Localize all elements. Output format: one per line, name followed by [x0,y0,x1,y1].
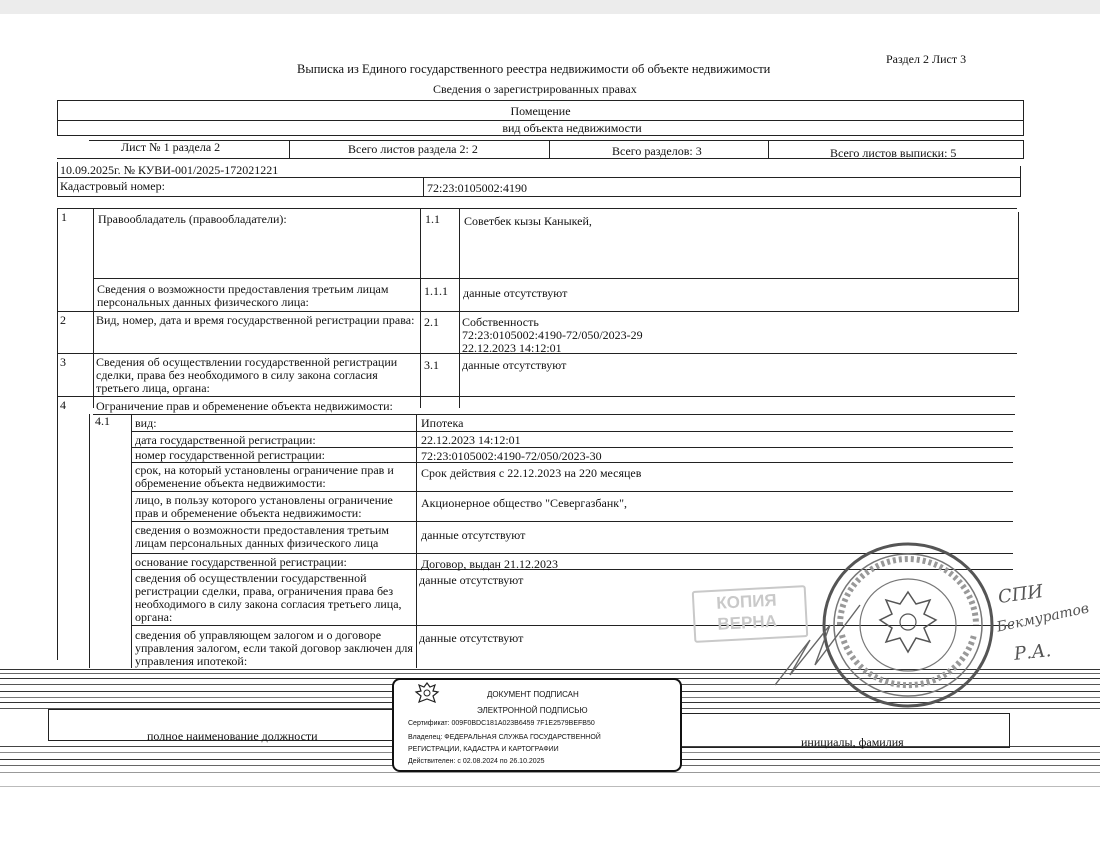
object-kind-label: вид объекта недвижимости [502,121,642,135]
total-sheets-section: Всего листов раздела 2: 2 [348,142,478,156]
enc-basis-label: основание государственной регистрации: [135,555,347,569]
right-reg-number: 72:23:0105002:4190-72/050/2023-29 [462,328,643,342]
enc-personal-data-label: сведения о возможности предоставления третьим лицам персональных данных физического лица [135,523,390,550]
enc-term-value: Срок действия с 22.12.2023 на 220 месяцев [421,466,642,480]
enc-manager-value: данные отсутствуют [419,631,524,645]
document-title: Выписка из Единого государственного реестра недвижимости об объекте недвижимости [297,62,771,76]
esign-certificate: Сертификат: 009F0BDC181A023B6459 7F1E2579BEFB50 [408,720,595,727]
row1-number: 1 [61,210,67,224]
enc-term-label: срок, на который установлены ограничение прав и обременение объекта недвижимости: [135,463,394,490]
scan-top-band [0,0,1100,14]
row1-sub: 1.1 [425,212,440,226]
esign-title-1: ДОКУМЕНТ ПОДПИСАН [487,690,579,699]
esign-owner-1: Владелец: ФЕДЕРАЛЬНАЯ СЛУЖБА ГОСУДАРСТВЕННОЙ [408,734,601,741]
row2-sub: 2.1 [424,315,439,329]
enc-consent-label: сведения об осуществлении государственной регистрации сделки, права, ограничения права без необходимого в силу закона согласия третьего лица, органа: [135,571,402,624]
enc-consent-value: данные отсутствуют [419,573,524,587]
object-name: Помещение [510,104,571,118]
row1-extra-label: Сведения о возможности предоставления третьим лицам персональных данных физического лица: [97,282,389,309]
total-sections: Всего разделов: 3 [612,144,702,158]
esign-validity: Действителен: с 02.08.2024 по 26.10.2025 [408,758,545,765]
enc-type-value: Ипотека [421,416,464,430]
enc-type-label: вид: [135,416,157,430]
row1-extra-value: данные отсутствуют [463,286,568,300]
handwriting-3: Р.А. [1013,640,1053,665]
row2-label: Вид, номер, дата и время государственной регистрации права: [96,313,415,327]
esign-title-2: ЭЛЕКТРОННОЙ ПОДПИСЬЮ [477,706,588,715]
copy-stamp-text-2: ВЕРНА [716,611,778,634]
row3-label: Сведения об осуществлении государственной регистрации сделки, права без необходимого в силу закона согласия третьего лица, органа: [96,355,398,395]
handwriting-1: СПИ [996,580,1045,609]
esign-owner-2: РЕГИСТРАЦИИ, КАДАСТРА И КАРТОГРАФИИ [408,746,559,753]
handwriting-2: Бекмуратов [995,600,1091,636]
initials-label: инициалы, фамилия [801,735,904,749]
enc-manager-label: сведения об управляющем залогом и о договоре управления залогом, если такой договор заключен для управления ипотекой: [135,628,413,668]
enc-basis-value: Договор, выдан 21.12.2023 [421,557,558,571]
enc-reg-number-value: 72:23:0105002:4190-72/050/2023-30 [421,449,602,463]
enc-reg-date-label: дата государственной регистрации: [135,433,316,447]
enc-personal-data-value: данные отсутствуют [421,528,526,542]
row2-number: 2 [60,313,66,327]
total-sheets-extract: Всего листов выписки: 5 [830,146,957,160]
row1-label: Правообладатель (правообладатели): [98,212,287,226]
row4-sub: 4.1 [95,414,110,428]
cadastral-value: 72:23:0105002:4190 [427,181,528,195]
row1-extra-sub: 1.1.1 [424,284,448,298]
row3-value: данные отсутствуют [462,358,567,372]
enc-reg-number-label: номер государственной регистрации: [135,448,325,462]
row4-number: 4 [60,398,66,412]
emblem-icon [412,680,442,708]
right-reg-date: 22.12.2023 14:12:01 [462,341,562,355]
enc-beneficiary-value: Акционерное общество "Севергазбанк", [421,496,627,510]
row3-number: 3 [60,355,66,369]
copy-stamp-text-1: КОПИЯ [715,590,778,613]
sheet-number: Лист № 1 раздела 2 [121,140,221,154]
enc-beneficiary-label: лицо, в пользу которого установлены ограничение прав и обременение объекта недвижимости: [135,493,393,520]
row3-sub: 3.1 [424,358,439,372]
cadastral-label: Кадастровый номер: [60,179,165,193]
section-label: Раздел 2 Лист 3 [886,52,967,66]
position-label: полное наименование должности [147,729,318,743]
enc-reg-date-value: 22.12.2023 14:12:01 [421,433,521,447]
owner-name: Советбек кызы Каныкей, [464,214,592,228]
signature-scribble-icon [770,585,890,695]
document-subtitle: Сведения о зарегистрированных правах [433,82,637,96]
row4-label: Ограничение прав и обременение объекта недвижимости: [96,399,393,413]
document-reference: 10.09.2025г. № КУВИ-001/2025-172021221 [60,163,279,177]
right-type: Собственность [462,315,539,329]
